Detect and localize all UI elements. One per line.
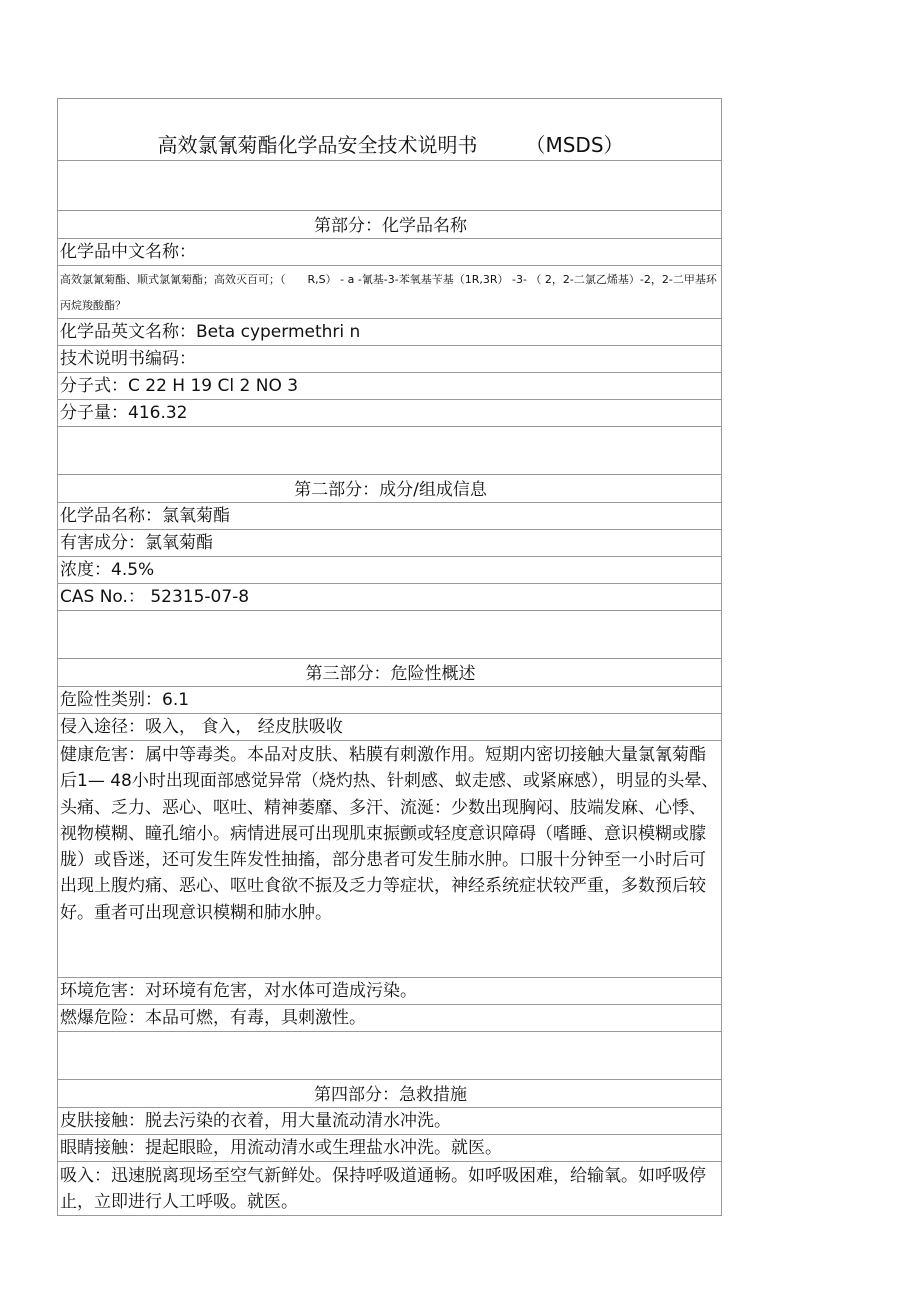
environmental-hazard: 环境危害：对环境有危害，对水体可造成污染。: [58, 978, 721, 1005]
concentration: 浓度：4.5%: [58, 557, 721, 584]
blank-row: [58, 611, 721, 659]
blank-row: [58, 427, 721, 475]
en-name: 化学品英文名称：Beta cypermethri n: [58, 319, 721, 346]
section-4-heading: 第四部分：急救措施: [58, 1080, 721, 1108]
skin-contact: 皮肤接触：脱去污染的衣着，用大量流动清水冲洗。: [58, 1108, 721, 1135]
cn-name-value: 高效氯氰菊酯、顺式氯氰菊酯；高效灭百可；（ R,S） - a -氰基-3-苯氧基苄基（1R,3R） -3- （ 2，2-二氯乙烯基）-2，2-二甲基环丙烷羧酸酯？: [58, 266, 721, 319]
section-2-heading: 第二部分：成分/组成信息: [58, 475, 721, 503]
section-1-heading: 第部分：化学品名称: [58, 211, 721, 239]
blank-row: [58, 161, 721, 211]
chemical-name: 化学品名称：氯氧菊酯: [58, 503, 721, 530]
cn-name-label: 化学品中文名称：: [58, 239, 721, 266]
blank-row: [58, 1032, 721, 1080]
inhalation: 吸入：迅速脱离现场至空气新鲜处。保持呼吸道通畅。如呼吸困难，给输氧。如呼吸停止，立即进行人工呼吸。就医。: [58, 1162, 721, 1216]
msds-code: 技术说明书编码：: [58, 346, 721, 373]
hazardous-component: 有害成分：氯氧菊酯: [58, 530, 721, 557]
molecular-weight: 分子量：416.32: [58, 400, 721, 427]
section-3-heading: 第三部分：危险性概述: [58, 659, 721, 687]
title-text: 高效氯氰菊酯化学品安全技术说明书: [157, 133, 478, 157]
eye-contact: 眼睛接触：提起眼睑，用流动清水或生理盐水冲洗。就医。: [58, 1135, 721, 1162]
molecular-formula: 分子式：C 22 H 19 Cl 2 NO 3: [58, 373, 721, 400]
health-hazard: 健康危害：属中等毒类。本品对皮肤、粘膜有刺激作用。短期内密切接触大量氯氰菊酯后1— 48小时出现面部感觉异常（烧灼热、针刺感、蚁走感、或紧麻感），明显的头晕、头痛、乏力、恶心、呕吐、精神萎靡、多汗、流涎：少数出现胸闷、肢端发麻、心悸、视物模糊、瞳孔缩小。病情进展可出现肌束振颤或轻度意识障碍（嗜睡、意识模糊或朦胧）或昏迷，还可发生阵发性抽搐，部分患者可发生肺水肿。口服十分钟至一小时后可出现上腹灼痛、恶心、呕吐食欲不振及乏力等症状，神经系统症状较严重，多数预后较好。重者可出现意识模糊和肺水肿。: [58, 741, 721, 978]
document-title: [58, 99, 721, 161]
title-suffix: （MSDS）: [525, 133, 624, 157]
msds-table: [57, 98, 722, 1216]
fire-hazard: 燃爆危险：本品可燃，有毒，具刺激性。: [58, 1005, 721, 1032]
exposure-route: 侵入途径：吸入， 食入， 经皮肤吸收: [58, 714, 721, 741]
hazard-category: 危险性类别：6.1: [58, 687, 721, 714]
cas-number: CAS No.： 52315-07-8: [58, 584, 721, 611]
